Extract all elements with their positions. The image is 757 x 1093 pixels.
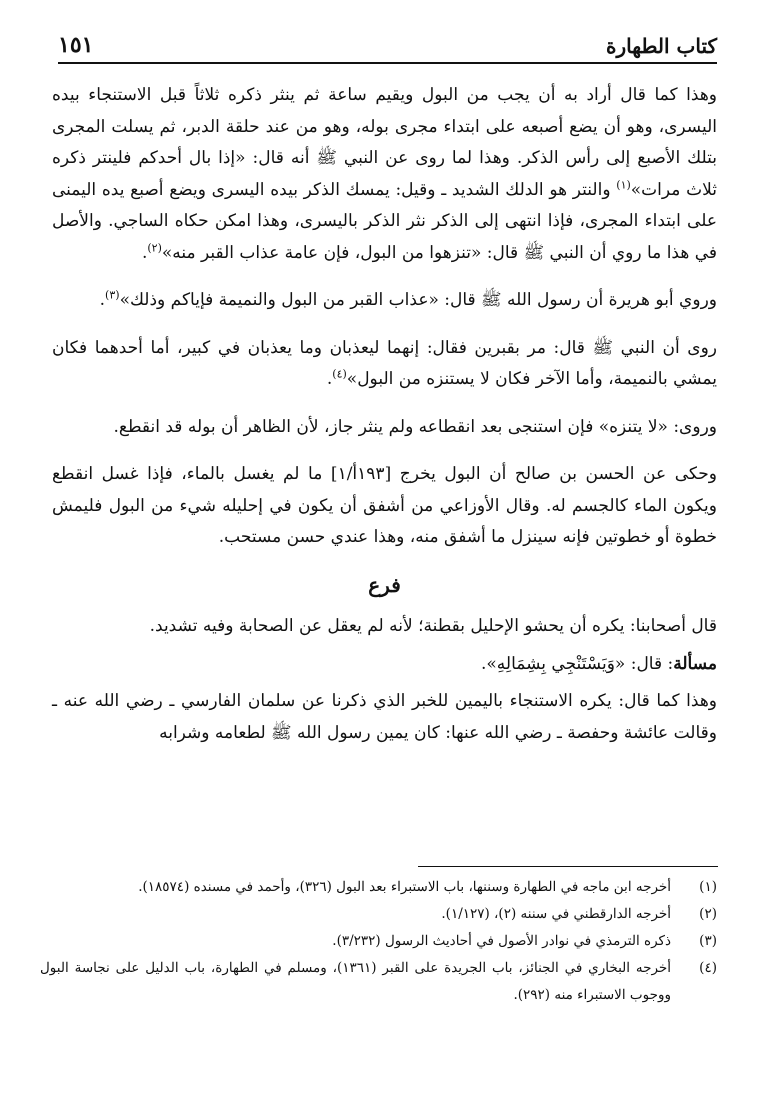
footnote-ref[interactable]: (٣) [105, 288, 120, 302]
paragraph-text: روى أن النبي ﷺ قال: مر بقبرين فقال: إنهما ليعذبان وما يعذبان في كبير، أما أحدهما فكان يمشي بالنميمة، وأما الآخر فكان لا يستنزه من البول» [52, 337, 717, 389]
masala-label: مسألة [673, 653, 717, 674]
page-header [58, 30, 717, 64]
paragraph-text: وهذا كما قال أراد به أن يجب من البول ويقيم ساعة ثم ينثر ذكره ثلاثاً قبل الاستنجاء بيده اليسرى، وهو أن يضع أصبعه على ابتداء مجرى بوله، وهو من عند حلقة الدبر، ثم يسلت المجرى بتلك الأصبع إلى رأس الذكر. وهذا لما روى عن النبي ﷺ أنه قال: «إذا بال أحدكم فلينتر ذكره ثلاث مرات» [52, 85, 717, 200]
main-text [52, 80, 717, 765]
paragraph-text: والنتر هو الدلك الشديد ـ وقيل: يمسك الذكر بيده اليسرى ويضع أصبع يده اليمنى على ابتداء المجرى، فإذا انتهى إلى الذكر نثر الذكر باليسرى، وهذا امكن حكاه الساجي. والأصل في هذا ما روي أن النبي ﷺ قال: «تنزهوا من البول، فإن عامة عذاب القبر منه» [52, 179, 717, 263]
page-number: ١٥١ [58, 32, 94, 58]
masala-paragraph [52, 649, 717, 681]
masala-text: : قال: «وَيَسْتَنْجِي بِشِمَالِهِ». [481, 653, 674, 674]
footnote [40, 874, 717, 901]
header-rule [58, 62, 717, 64]
paragraph: وهذا كما قال: يكره الاستنجاء باليمين للخبر الذي ذكرنا عن سلمان الفارسي ـ رضي الله عنه ـ وقالت عائشة وحفصة ـ رضي الله عنها: كان يمين رسول الله ﷺ لطعامه وشرابه [52, 691, 717, 743]
paragraph-end: . [326, 369, 333, 389]
footnote [40, 901, 717, 928]
footnote-text: ذكره الترمذي في نوادر الأصول في أحاديث الرسول (٣/٢٣٢). [332, 933, 671, 949]
paragraph: وروى: «لا يتنزه» فإن استنجى بعد انقطاعه ولم ينثر جاز، لأن الظاهر أن بوله قد انقطع. [113, 416, 717, 437]
running-title: كتاب الطهارة [606, 34, 717, 58]
footnote-number: (٢) [699, 906, 717, 922]
footnote-text: أخرجه ابن ماجه في الطهارة وسننها، باب الاستبراء بعد البول (٣٢٦)، وأحمد في مسنده (١٨٥٧٤). [138, 879, 671, 895]
footnote-ref[interactable]: (١) [616, 177, 631, 191]
footnote-ref[interactable]: (٢) [147, 240, 162, 254]
footnotes [40, 874, 717, 1009]
paragraph-end: . [141, 242, 148, 263]
footnote-text: أخرجه الدارقطني في سننه (٢)، (١/١٢٧). [441, 906, 671, 922]
paragraph [52, 333, 717, 396]
footnote [40, 928, 717, 955]
footnote-number: (١) [699, 879, 717, 895]
footnote-ref[interactable]: (٤) [332, 367, 347, 381]
paragraph [52, 80, 717, 269]
paragraph: وحكى عن الحسن بن صالح أن البول يخرج [١٩٣أ/١] ما لم يغسل بالماء، فإذا غسل انقطع ويكون الماء كالجسم له. وقال الأوزاعي من أشفق أن يكون في إحليله شيء من البول فليمش خطوة أو خطوتين فإنه سينزل ما أشفق منه، وهذا عندي حسن مستحب. [52, 464, 717, 547]
paragraph [52, 285, 717, 317]
footnote-number: (٣) [699, 933, 717, 949]
footnote-separator [418, 866, 718, 867]
footnote-text: أخرجه البخاري في الجنائز، باب الجريدة على القبر (١٣٦١)، ومسلم في الطهارة، باب الدليل على نجاسة البول ووجوب الاستبراء منه (٢٩٢). [40, 960, 671, 1003]
paragraph-end: . [99, 290, 106, 310]
paragraph: قال أصحابنا: يكره أن يحشو الإحليل بقطنة؛ لأنه لم يعقل عن الصحابة وفيه تشديد. [149, 616, 717, 636]
footnote [40, 955, 717, 1009]
section-heading: فرع [368, 572, 401, 597]
paragraph-text: وروي أبو هريرة أن رسول الله ﷺ قال: «عذاب القبر من البول والنميمة فإياكم وذلك» [119, 290, 717, 310]
footnote-number: (٤) [699, 960, 717, 976]
